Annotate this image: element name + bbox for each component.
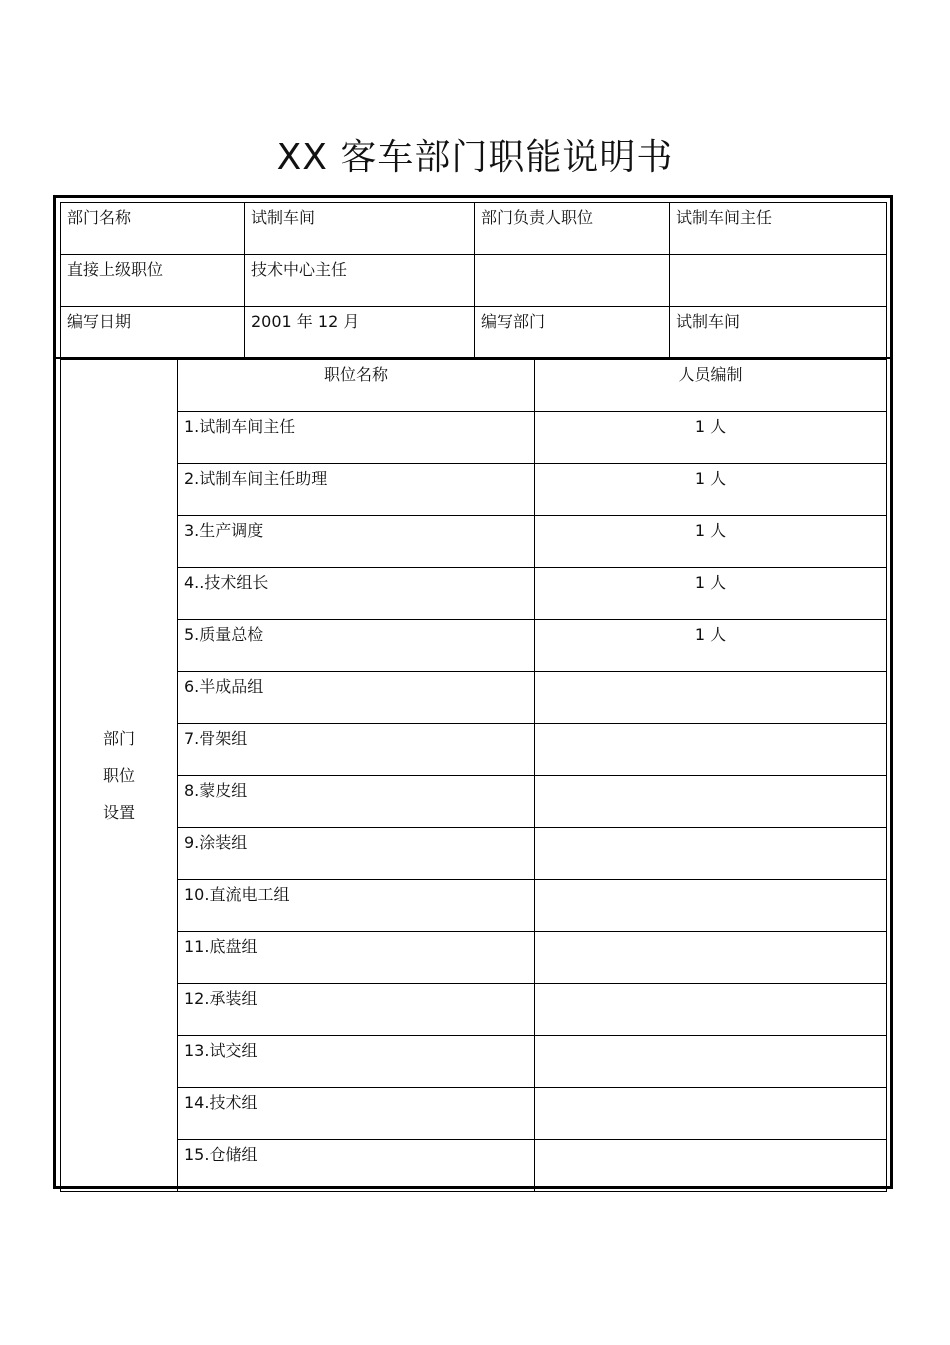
position-name-cell: 8.蒙皮组 (178, 776, 535, 828)
staffing-cell (535, 776, 887, 828)
position-name-cell: 13.试交组 (178, 1036, 535, 1088)
info-row (61, 255, 887, 307)
table-row (61, 412, 887, 464)
positions-header-row (61, 360, 887, 412)
table-row (61, 984, 887, 1036)
position-name-cell: 3.生产调度 (178, 516, 535, 568)
staffing-cell (535, 672, 887, 724)
position-name-cell: 14.技术组 (178, 1088, 535, 1140)
empty-cell (475, 255, 670, 307)
table-row (61, 620, 887, 672)
table-row (61, 568, 887, 620)
superior-value: 技术中心主任 (245, 255, 475, 307)
author-dept-value: 试制车间 (670, 307, 887, 359)
table-row (61, 724, 887, 776)
table-row (61, 880, 887, 932)
column-header-position-name: 职位名称 (178, 360, 535, 412)
staffing-cell (535, 1036, 887, 1088)
staffing-cell (535, 932, 887, 984)
table-row (61, 1088, 887, 1140)
document-title: XX 客车部门职能说明书 (276, 137, 674, 178)
table-row (61, 1140, 887, 1192)
position-name-cell: 5.质量总检 (178, 620, 535, 672)
position-name-cell: 4..技术组长 (178, 568, 535, 620)
section-label-line: 设置 (102, 803, 135, 822)
position-name-cell: 10.直流电工组 (178, 880, 535, 932)
date-value: 2001 年 12 月 (245, 307, 475, 359)
position-name-cell: 9.涂装组 (178, 828, 535, 880)
superior-label: 直接上级职位 (61, 255, 245, 307)
table-row (61, 828, 887, 880)
position-name-cell: 12.承装组 (178, 984, 535, 1036)
table-row (61, 1036, 887, 1088)
position-name-cell: 7.骨架组 (178, 724, 535, 776)
position-name-cell: 2.试制车间主任助理 (178, 464, 535, 516)
staffing-cell (535, 880, 887, 932)
table-row (61, 464, 887, 516)
table-row (61, 516, 887, 568)
date-label: 编写日期 (61, 307, 245, 359)
table-row (61, 932, 887, 984)
info-table (60, 202, 887, 359)
info-row (61, 203, 887, 255)
position-name-cell: 11.底盘组 (178, 932, 535, 984)
staffing-cell: 1 人 (535, 464, 887, 516)
staffing-cell (535, 1088, 887, 1140)
section-label (61, 360, 178, 1192)
positions-table (60, 359, 887, 1192)
section-label-line: 部门 (102, 729, 135, 748)
dept-name-value: 试制车间 (245, 203, 475, 255)
position-name-cell: 15.仓储组 (178, 1140, 535, 1192)
form-frame (53, 195, 893, 1189)
head-position-label: 部门负责人职位 (475, 203, 670, 255)
staffing-cell: 1 人 (535, 568, 887, 620)
section-label-line: 职位 (102, 766, 135, 785)
staffing-cell: 1 人 (535, 620, 887, 672)
author-dept-label: 编写部门 (475, 307, 670, 359)
table-row (61, 776, 887, 828)
dept-name-label: 部门名称 (61, 203, 245, 255)
position-name-cell: 1.试制车间主任 (178, 412, 535, 464)
staffing-cell (535, 828, 887, 880)
table-row (61, 672, 887, 724)
empty-cell (670, 255, 887, 307)
staffing-cell (535, 724, 887, 776)
info-row (61, 307, 887, 359)
staffing-cell (535, 984, 887, 1036)
position-name-cell: 6.半成品组 (178, 672, 535, 724)
head-position-value: 试制车间主任 (670, 203, 887, 255)
staffing-cell (535, 1140, 887, 1192)
column-header-staffing: 人员编制 (535, 360, 887, 412)
staffing-cell: 1 人 (535, 412, 887, 464)
staffing-cell: 1 人 (535, 516, 887, 568)
